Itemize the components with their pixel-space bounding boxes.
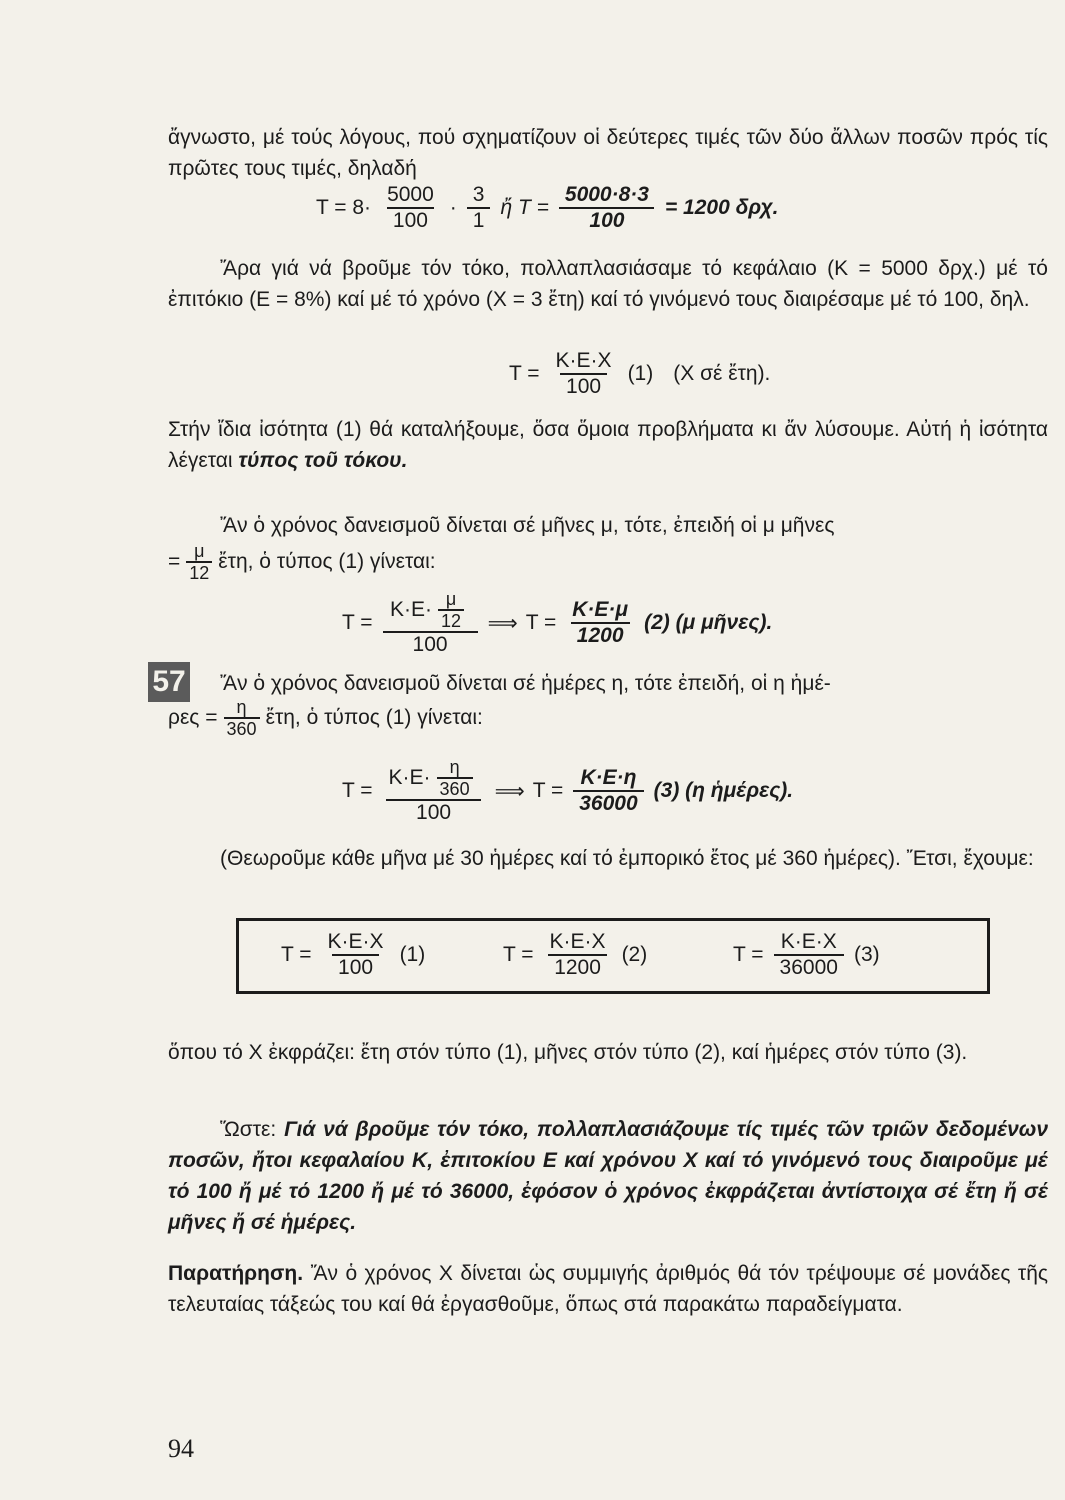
eq1-or: ἤ T = — [500, 196, 549, 219]
boxed-3-lhs: T = — [733, 943, 764, 966]
days-fraction-denominator: 360 — [224, 717, 260, 738]
months-fraction-denominator: 12 — [186, 561, 212, 582]
eq2-lhs: T = — [509, 362, 540, 385]
para3-text: Στήν ἴδια ἰσότητα (1) θά καταλήξουμε, ὅσα ὅμοια προβλήματα κι ἄν λύσουμε. Αὐτή ἡ ἰσότητα λέγεται — [168, 418, 1048, 472]
eq1-f3-numerator: 5000·8·3 — [564, 183, 649, 206]
eq1-fraction-1 — [381, 184, 440, 232]
eq1-f2-numerator: 3 — [472, 183, 485, 206]
implies-arrow-icon: ⟹ — [487, 611, 518, 635]
eq3-inner-fraction — [438, 590, 464, 630]
eq3-numerator-product: K·E· — [390, 598, 433, 621]
boxed-1-fraction — [322, 931, 390, 979]
eq4-rhs-denominator: 36000 — [573, 790, 643, 815]
eq1-fraction-3 — [559, 184, 655, 232]
remark-text: Ἄν ὁ χρόνος Χ δίνεται ὡς συμμιγής ἀριθμός θά τόν τρέψουμε σέ μονάδες τῆς τελευταίας τάξεώς του καί θά ἐργασθοῦμε, ὅπως στά παρακάτω παραδείγματα. — [168, 1262, 1048, 1316]
days-relation-text: ἔτη, ὁ τύπος (1) γίνεται: — [265, 706, 483, 729]
boxed-2-fraction — [544, 931, 612, 979]
equation-formula-2 — [338, 590, 776, 656]
eq3-rhs-denominator: 1200 — [571, 622, 630, 647]
boxed-2-denominator: 1200 — [548, 954, 607, 979]
eq1-result: = 1200 δρχ. — [664, 196, 779, 219]
boxed-3-tag: (3) — [853, 943, 880, 966]
eq4-inner-numerator: η — [449, 757, 460, 777]
boxed-1-lhs: T = — [281, 943, 312, 966]
months-relation-line — [168, 542, 436, 582]
boxed-3-numerator: K·E·X — [780, 930, 837, 953]
paragraph-days: Ἄν ὁ χρόνος δανεισμοῦ δίνεται σέ ἡμέρες η, τότε ἐπειδή, οἱ η ἡμέ- — [220, 672, 831, 695]
eq1-f3-denominator: 100 — [559, 207, 654, 232]
eq2-denominator: 100 — [560, 373, 607, 398]
conclusion-lead: Ὥστε: — [220, 1118, 277, 1141]
boxed-formula-years — [277, 931, 429, 979]
days-fraction-numerator: η — [236, 697, 247, 717]
paragraph-formula-name — [168, 414, 1048, 476]
eq2-note: (Χ σέ ἔτη). — [673, 362, 771, 385]
boxed-1-numerator: K·E·X — [327, 930, 384, 953]
eq4-lhs: T = — [342, 779, 373, 802]
boxed-3-fraction — [774, 931, 844, 979]
eq1-dot: · — [449, 196, 457, 219]
eq1-f1-denominator: 100 — [387, 207, 434, 232]
eq2-numerator: K·E·X — [555, 349, 612, 372]
eq4-rhs-numerator: K·E·η — [580, 766, 637, 789]
eq3-rhs-lhs: T = — [525, 611, 557, 634]
para3-emphasis: τύπος τοῦ τόκου. — [238, 449, 408, 472]
boxed-2-numerator: K·E·X — [549, 930, 606, 953]
eq4-inner-fraction — [437, 758, 473, 798]
paragraph-assumption: (Θεωροῦμε κάθε μῆνα μέ 30 ἡμέρες καί τό ἐμπορικό ἔτος μέ 360 ἡμέρες). Ἔτσι, ἔχουμε: — [220, 847, 1034, 870]
paragraph-where: ὅπου τό Χ ἐκφράζει: ἔτη στόν τύπο (1), μῆνες στόν τύπο (2), καί ἡμέρες στόν τύπο (3). — [168, 1041, 968, 1064]
boxed-2-lhs: T = — [503, 943, 534, 966]
eq4-inner-denominator: 360 — [437, 777, 473, 798]
conclusion-rule: Γιά νά βροῦμε τόν τόκο, πολλαπλασιάζουμε τίς τιμές τῶν τριῶν δεδομένων ποσῶν, ἤτοι κεφαλαίου Κ, ἐπιτοκίου Ε καί χρόνου Χ καί τό γινόμενό τους διαιροῦμε μέ τό 100 ἤ μέ τό 1200 ἤ μέ τό 36000, ἐφόσον ὁ χρόνος ἐκφράζεται ἀντίστοιχα σέ ἔτη ἤ σέ μῆνες ἤ σέ ἡμέρες. — [168, 1118, 1048, 1234]
eq1-fraction-2 — [467, 184, 491, 232]
days-relation-prefix: ρες = — [168, 706, 218, 729]
equation-formula-3 — [338, 758, 797, 824]
eq3-lhs: T = — [342, 611, 373, 634]
paragraph-months: Ἄν ὁ χρόνος δανεισμοῦ δίνεται σέ μῆνες μ, τότε, ἐπειδή οἱ μ μῆνες — [220, 514, 835, 537]
boxed-3-denominator: 36000 — [774, 954, 844, 979]
eq4-rhs-fraction — [573, 767, 643, 815]
boxed-formulas — [236, 918, 990, 994]
eq1-f2-denominator: 1 — [467, 207, 491, 232]
boxed-formula-months — [499, 931, 651, 979]
equation-formula-1 — [505, 350, 774, 398]
eq4-denominator: 100 — [386, 799, 481, 824]
implies-arrow-icon: ⟹ — [494, 779, 525, 803]
eq1-lhs: T = 8· — [316, 196, 372, 219]
days-relation-line — [168, 698, 483, 738]
months-relation-text: ἔτη, ὁ τύπος (1) γίνεται: — [218, 550, 436, 573]
paragraph-explanation: Ἄρα γιά νά βροῦμε τόν τόκο, πολλαπλασιάσαμε τό κεφάλαιο (Κ = 5000 δρχ.) μέ τό ἐπιτόκιο (Ε = 8%) καί μέ τό χρόνο (Χ = 3 ἔτη) καί τό γινόμενό τους διαιρέσαμε μέ τό 100, δηλ. — [168, 257, 1048, 311]
days-fraction — [224, 698, 260, 738]
eq3-inner-denominator: 12 — [438, 609, 464, 630]
eq4-tag: (3) (η ἡμέρες). — [653, 779, 794, 802]
eq3-rhs-fraction — [566, 599, 634, 647]
paragraph-remark — [168, 1258, 1048, 1320]
months-equals: = — [168, 550, 181, 573]
boxed-formula-days — [729, 931, 884, 979]
boxed-1-denominator: 100 — [332, 954, 379, 979]
eq3-compound-fraction — [383, 590, 478, 656]
eq4-numerator — [383, 758, 485, 799]
eq3-rhs-numerator: K·E·μ — [572, 598, 629, 621]
paragraph-conclusion — [168, 1114, 1048, 1238]
page-number: 94 — [168, 1434, 194, 1463]
eq3-denominator: 100 — [383, 631, 478, 656]
months-fraction-numerator: μ — [194, 541, 205, 561]
eq4-rhs-lhs: T = — [532, 779, 564, 802]
section-number-badge: 57 — [148, 662, 190, 702]
eq4-numerator-product: K·E· — [388, 766, 431, 789]
boxed-2-tag: (2) — [621, 943, 648, 966]
eq4-compound-fraction — [383, 758, 485, 824]
boxed-1-tag: (1) — [399, 943, 426, 966]
equation-example — [312, 184, 783, 232]
eq3-inner-numerator: μ — [445, 589, 457, 609]
eq3-numerator — [384, 590, 476, 631]
remark-label: Παρατήρηση. — [168, 1262, 304, 1285]
eq2-fraction — [550, 350, 618, 398]
paragraph-intro: ἄγνωστο, μέ τούς λόγους, πού σχηματίζουν οἱ δεύτερες τιμές τῶν δύο ἄλλων ποσῶν πρός τίς πρῶτες τους τιμές, δηλαδή — [168, 126, 1048, 180]
months-fraction — [186, 542, 212, 582]
eq3-tag: (2) (μ μῆνες). — [644, 611, 773, 634]
eq2-tag: (1) — [627, 362, 654, 385]
eq1-f1-numerator: 5000 — [387, 183, 434, 206]
